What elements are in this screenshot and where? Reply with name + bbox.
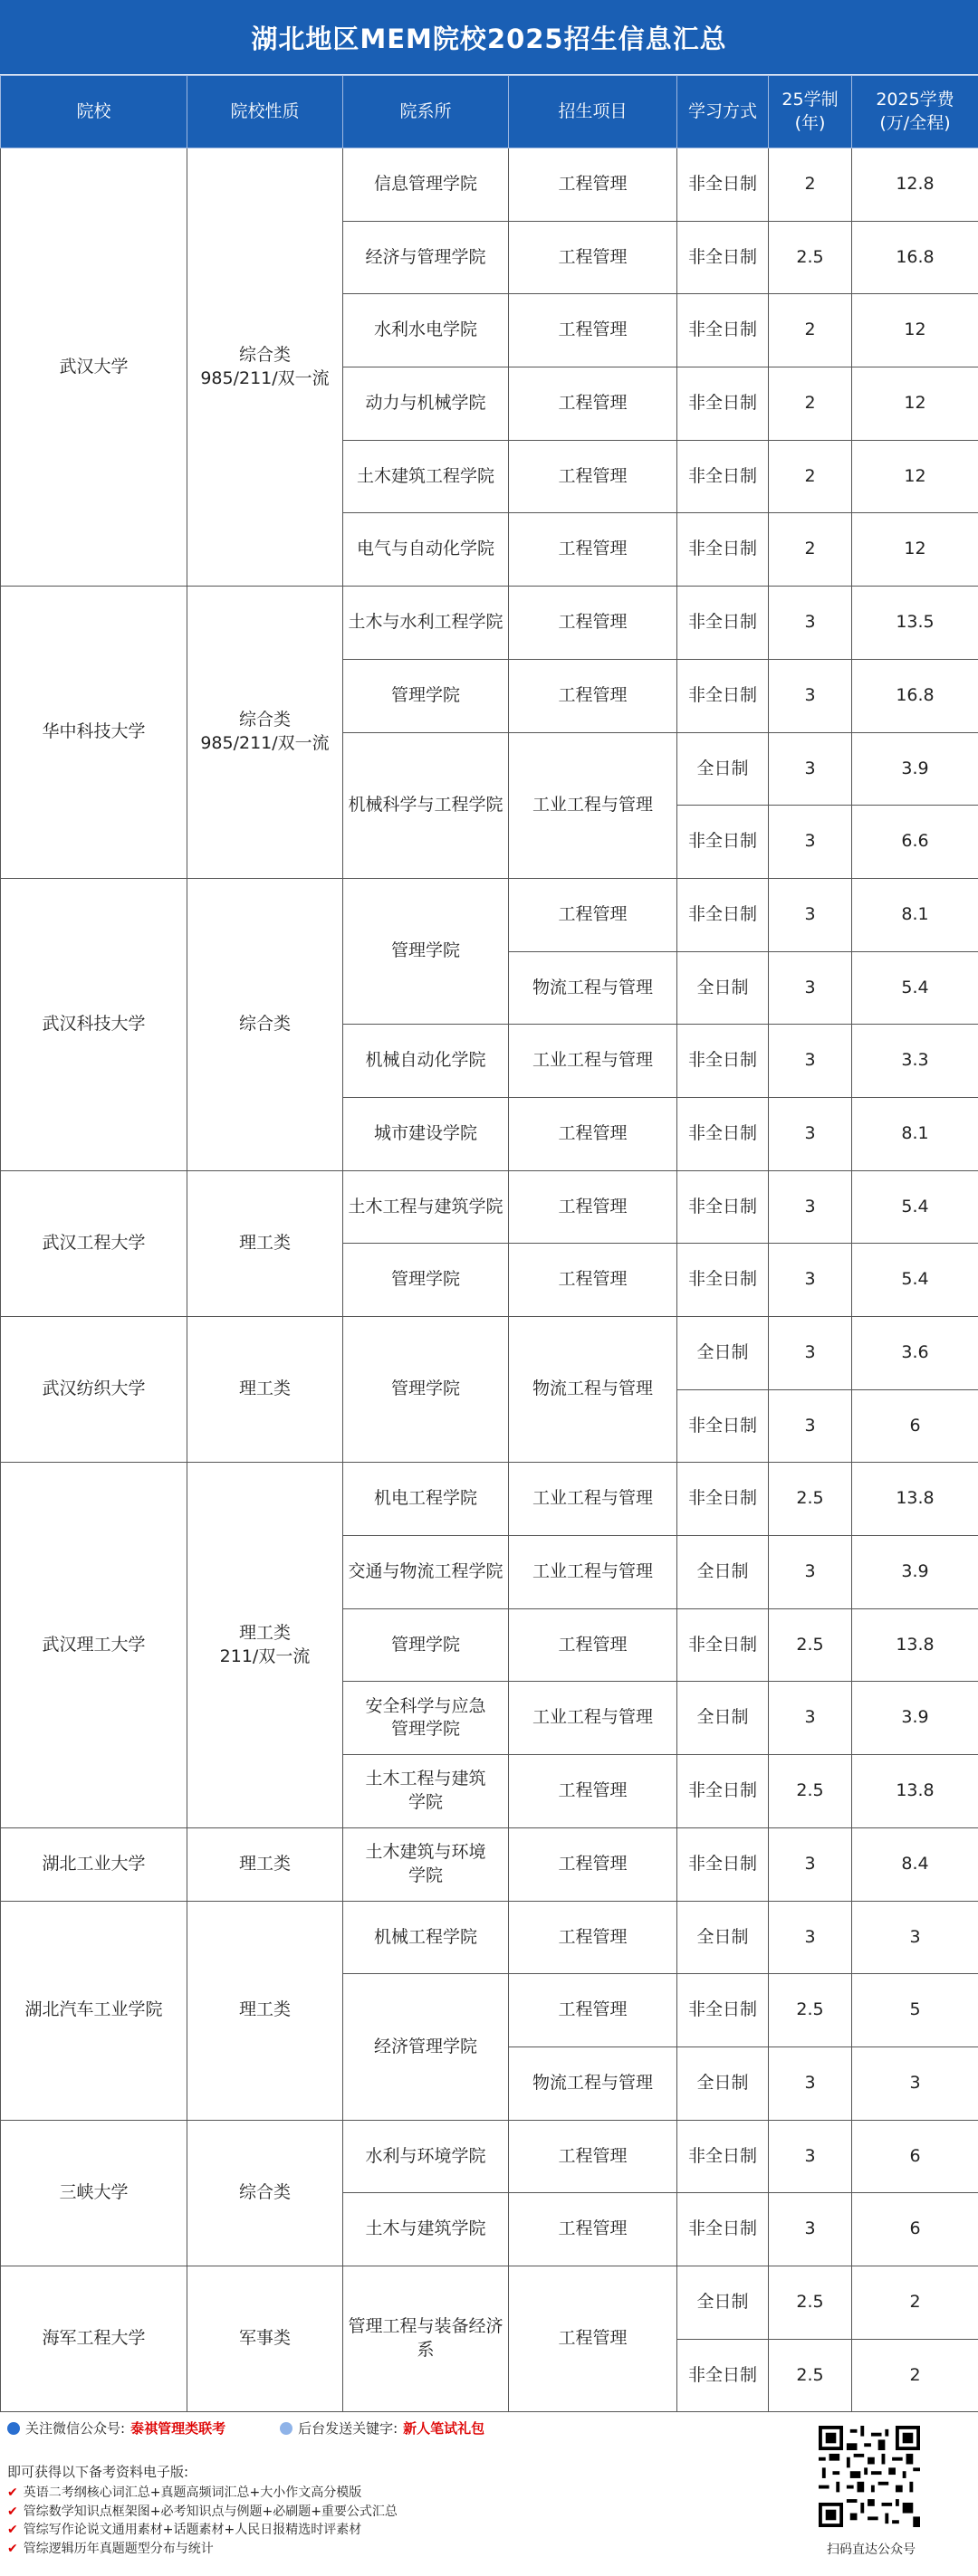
study-mode-cell: 非全日制 (677, 1608, 769, 1682)
program-cell: 工程管理 (509, 221, 677, 294)
tuition-cell: 3.9 (852, 1682, 978, 1755)
duration-cell: 2.5 (769, 1974, 852, 2047)
duration-cell: 3 (769, 1901, 852, 1974)
duration-cell: 2.5 (769, 2266, 852, 2339)
department-cell: 管理学院 (343, 659, 509, 732)
follow-prefix: 关注微信公众号: (25, 2420, 126, 2437)
duration-cell: 3 (769, 1389, 852, 1463)
program-cell: 工程管理 (509, 1244, 677, 1317)
study-mode-cell: 非全日制 (677, 221, 769, 294)
study-mode-cell: 全日制 (677, 2046, 769, 2120)
duration-cell: 2.5 (769, 2339, 852, 2412)
tuition-cell: 2 (852, 2339, 978, 2412)
header-fee: 2025学费 (万/全程) (852, 76, 978, 148)
study-mode-cell: 全日制 (677, 2266, 769, 2339)
footer (0, 2408, 978, 2576)
study-mode-cell: 非全日制 (677, 367, 769, 441)
study-mode-cell: 非全日制 (677, 1755, 769, 1828)
duration-cell: 3 (769, 878, 852, 951)
school-cell: 武汉理工大学 (1, 1463, 187, 1827)
program-cell: 工业工程与管理 (509, 1682, 677, 1755)
program-cell: 工程管理 (509, 1901, 677, 1974)
department-cell: 机械科学与工程学院 (343, 732, 509, 878)
program-cell: 工程管理 (509, 2266, 677, 2411)
school-cell: 华中科技大学 (1, 587, 187, 879)
school-type-cell: 综合类 (187, 878, 343, 1170)
duration-cell: 3 (769, 951, 852, 1025)
keyword-prefix: 后台发送关键字: (298, 2420, 398, 2437)
study-mode-cell: 全日制 (677, 732, 769, 806)
search-icon (7, 2422, 20, 2435)
duration-cell: 3 (769, 1097, 852, 1170)
study-mode-cell: 全日制 (677, 951, 769, 1025)
duration-cell: 3 (769, 1827, 852, 1901)
table-row (1, 587, 978, 660)
tuition-cell: 12 (852, 294, 978, 367)
program-cell: 物流工程与管理 (509, 1317, 677, 1463)
program-cell: 工程管理 (509, 659, 677, 732)
department-cell: 经济与管理学院 (343, 221, 509, 294)
department-cell: 管理学院 (343, 1608, 509, 1682)
department-cell: 经济管理学院 (343, 1974, 509, 2120)
department-cell: 管理学院 (343, 1244, 509, 1317)
tuition-cell: 6.6 (852, 806, 978, 879)
study-mode-cell: 非全日制 (677, 1827, 769, 1901)
tuition-cell: 3 (852, 1901, 978, 1974)
study-mode-cell: 非全日制 (677, 1097, 769, 1170)
department-cell: 水利与环境学院 (343, 2120, 509, 2193)
program-cell: 工程管理 (509, 2120, 677, 2193)
school-type-cell: 理工类 (187, 1901, 343, 2120)
qr-caption: 扫码直达公众号 (827, 2543, 916, 2557)
table-row (1, 1827, 978, 1901)
school-cell: 武汉大学 (1, 148, 187, 587)
header-type: 院校性质 (187, 76, 343, 148)
duration-cell: 3 (769, 1317, 852, 1390)
department-cell: 动力与机械学院 (343, 367, 509, 441)
tuition-cell: 3.9 (852, 1536, 978, 1609)
duration-cell: 2 (769, 513, 852, 587)
school-type-cell: 理工类 (187, 1827, 343, 1901)
admissions-table (0, 75, 978, 2412)
department-cell: 土木工程与建筑学院 (343, 1170, 509, 1244)
tuition-cell: 3.6 (852, 1317, 978, 1390)
school-type-cell: 理工类 211/双一流 (187, 1463, 343, 1827)
duration-cell: 3 (769, 659, 852, 732)
page-title: 湖北地区MEM院校2025招生信息汇总 (0, 0, 978, 75)
department-cell: 安全科学与应急 管理学院 (343, 1682, 509, 1755)
school-type-cell: 理工类 (187, 1170, 343, 1316)
duration-cell: 3 (769, 806, 852, 879)
study-mode-cell: 全日制 (677, 1901, 769, 1974)
department-cell: 土木与水利工程学院 (343, 587, 509, 660)
tuition-cell: 13.8 (852, 1463, 978, 1536)
school-type-cell: 综合类 985/211/双一流 (187, 148, 343, 587)
qr-code-icon[interactable] (819, 2426, 920, 2527)
duration-cell: 3 (769, 2120, 852, 2193)
resource-list (7, 2484, 398, 2558)
tuition-cell: 12 (852, 367, 978, 441)
tuition-cell: 8.1 (852, 878, 978, 951)
list-item: ✔ 管综写作论说文通用素材+话题素材+人民日报精选时评素材 (7, 2521, 398, 2540)
table-row (1, 2120, 978, 2193)
school-cell: 湖北汽车工业学院 (1, 1901, 187, 2120)
tuition-cell: 13.5 (852, 587, 978, 660)
department-cell: 信息管理学院 (343, 148, 509, 222)
list-item: ✔ 管综数学知识点框架图+必考知识点与例题+必刷题+重要公式汇总 (7, 2503, 398, 2522)
school-cell: 海军工程大学 (1, 2266, 187, 2411)
study-mode-cell: 非全日制 (677, 1389, 769, 1463)
department-cell: 机械自动化学院 (343, 1025, 509, 1098)
tuition-cell: 8.4 (852, 1827, 978, 1901)
study-mode-cell: 全日制 (677, 1682, 769, 1755)
department-cell: 管理工程与装备经济 系 (343, 2266, 509, 2411)
tuition-cell: 12 (852, 513, 978, 587)
program-cell: 工业工程与管理 (509, 732, 677, 878)
header-years: 25学制 (年) (769, 76, 852, 148)
table-row (1, 1463, 978, 1536)
tuition-cell: 5.4 (852, 1244, 978, 1317)
study-mode-cell: 非全日制 (677, 1025, 769, 1098)
program-cell: 工程管理 (509, 1097, 677, 1170)
tuition-cell: 16.8 (852, 221, 978, 294)
duration-cell: 3 (769, 1170, 852, 1244)
footer-subtitle: 即可获得以下备考资料电子版: (7, 2464, 189, 2480)
duration-cell: 2.5 (769, 1463, 852, 1536)
duration-cell: 2 (769, 440, 852, 513)
program-cell: 物流工程与管理 (509, 2046, 677, 2120)
study-mode-cell: 非全日制 (677, 587, 769, 660)
tuition-cell: 3 (852, 2046, 978, 2120)
program-cell: 工程管理 (509, 440, 677, 513)
duration-cell: 3 (769, 1682, 852, 1755)
footer-follow-line (7, 2419, 484, 2438)
tuition-cell: 3.9 (852, 732, 978, 806)
checkmark-icon: ✔ (7, 2485, 18, 2500)
table-header-row (1, 76, 978, 148)
tuition-cell: 12.8 (852, 148, 978, 222)
study-mode-cell: 非全日制 (677, 2193, 769, 2266)
school-cell: 湖北工业大学 (1, 1827, 187, 1901)
program-cell: 工程管理 (509, 1170, 677, 1244)
table-row (1, 148, 978, 222)
header-school: 院校 (1, 76, 187, 148)
duration-cell: 3 (769, 732, 852, 806)
school-cell: 武汉纺织大学 (1, 1317, 187, 1463)
department-cell: 城市建设学院 (343, 1097, 509, 1170)
duration-cell: 3 (769, 2193, 852, 2266)
study-mode-cell: 非全日制 (677, 1974, 769, 2047)
school-cell: 三峡大学 (1, 2120, 187, 2266)
header-dept: 院系所 (343, 76, 509, 148)
table-row (1, 1901, 978, 1974)
study-mode-cell: 非全日制 (677, 659, 769, 732)
department-cell: 管理学院 (343, 878, 509, 1024)
duration-cell: 2 (769, 367, 852, 441)
study-mode-cell: 全日制 (677, 1536, 769, 1609)
study-mode-cell: 非全日制 (677, 1244, 769, 1317)
tuition-cell: 13.8 (852, 1755, 978, 1828)
table-row (1, 1170, 978, 1244)
chat-icon (280, 2422, 292, 2435)
study-mode-cell: 非全日制 (677, 1463, 769, 1536)
department-cell: 土木与建筑学院 (343, 2193, 509, 2266)
tuition-cell: 2 (852, 2266, 978, 2339)
school-cell: 武汉科技大学 (1, 878, 187, 1170)
tuition-cell: 5 (852, 1974, 978, 2047)
program-cell: 工业工程与管理 (509, 1463, 677, 1536)
duration-cell: 3 (769, 587, 852, 660)
program-cell: 工程管理 (509, 1974, 677, 2047)
list-item: ✔ 英语二考纲核心词汇总+真题高频词汇总+大小作文高分模版 (7, 2484, 398, 2503)
header-program: 招生项目 (509, 76, 677, 148)
tuition-cell: 16.8 (852, 659, 978, 732)
checkmark-icon: ✔ (7, 2523, 18, 2537)
school-type-cell: 综合类 (187, 2120, 343, 2266)
duration-cell: 3 (769, 2046, 852, 2120)
table-row (1, 2266, 978, 2339)
study-mode-cell: 全日制 (677, 1317, 769, 1390)
school-cell: 武汉工程大学 (1, 1170, 187, 1316)
study-mode-cell: 非全日制 (677, 440, 769, 513)
duration-cell: 2 (769, 294, 852, 367)
tuition-cell: 6 (852, 2193, 978, 2266)
study-mode-cell: 非全日制 (677, 513, 769, 587)
tuition-cell: 13.8 (852, 1608, 978, 1682)
program-cell: 工程管理 (509, 1608, 677, 1682)
duration-cell: 3 (769, 1244, 852, 1317)
list-item: ✔ 管综逻辑历年真题题型分布与统计 (7, 2540, 398, 2559)
department-cell: 机电工程学院 (343, 1463, 509, 1536)
department-cell: 土木建筑工程学院 (343, 440, 509, 513)
department-cell: 机械工程学院 (343, 1901, 509, 1974)
study-mode-cell: 非全日制 (677, 148, 769, 222)
duration-cell: 3 (769, 1025, 852, 1098)
school-type-cell: 理工类 (187, 1317, 343, 1463)
table-row (1, 878, 978, 951)
program-cell: 工程管理 (509, 294, 677, 367)
department-cell: 水利水电学院 (343, 294, 509, 367)
tuition-cell: 5.4 (852, 951, 978, 1025)
tuition-cell: 3.3 (852, 1025, 978, 1098)
program-cell: 工程管理 (509, 513, 677, 587)
program-cell: 工程管理 (509, 148, 677, 222)
study-mode-cell: 非全日制 (677, 806, 769, 879)
program-cell: 工业工程与管理 (509, 1536, 677, 1609)
study-mode-cell: 非全日制 (677, 294, 769, 367)
duration-cell: 2.5 (769, 1755, 852, 1828)
program-cell: 工程管理 (509, 1827, 677, 1901)
school-type-cell: 综合类 985/211/双一流 (187, 587, 343, 879)
tuition-cell: 5.4 (852, 1170, 978, 1244)
checkmark-icon: ✔ (7, 2541, 18, 2556)
account-name[interactable]: 泰祺管理类联考 (130, 2420, 226, 2437)
study-mode-cell: 非全日制 (677, 2339, 769, 2412)
department-cell: 土木建筑与环境 学院 (343, 1827, 509, 1901)
study-mode-cell: 非全日制 (677, 2120, 769, 2193)
table-row (1, 1317, 978, 1390)
department-cell: 管理学院 (343, 1317, 509, 1463)
checkmark-icon: ✔ (7, 2504, 18, 2519)
school-type-cell: 军事类 (187, 2266, 343, 2411)
keyword: 新人笔试礼包 (403, 2420, 485, 2437)
tuition-cell: 8.1 (852, 1097, 978, 1170)
program-cell: 工程管理 (509, 587, 677, 660)
program-cell: 工程管理 (509, 367, 677, 441)
tuition-cell: 12 (852, 440, 978, 513)
program-cell: 工业工程与管理 (509, 1025, 677, 1098)
duration-cell: 3 (769, 1536, 852, 1609)
study-mode-cell: 非全日制 (677, 878, 769, 951)
tuition-cell: 6 (852, 1389, 978, 1463)
department-cell: 交通与物流工程学院 (343, 1536, 509, 1609)
program-cell: 工程管理 (509, 878, 677, 951)
table-body (1, 148, 978, 2412)
tuition-cell: 6 (852, 2120, 978, 2193)
department-cell: 电气与自动化学院 (343, 513, 509, 587)
study-mode-cell: 非全日制 (677, 1170, 769, 1244)
header-mode: 学习方式 (677, 76, 769, 148)
duration-cell: 2.5 (769, 221, 852, 294)
duration-cell: 2.5 (769, 1608, 852, 1682)
program-cell: 物流工程与管理 (509, 951, 677, 1025)
department-cell: 土木工程与建筑 学院 (343, 1755, 509, 1828)
duration-cell: 2 (769, 148, 852, 222)
program-cell: 工程管理 (509, 1755, 677, 1828)
program-cell: 工程管理 (509, 2193, 677, 2266)
